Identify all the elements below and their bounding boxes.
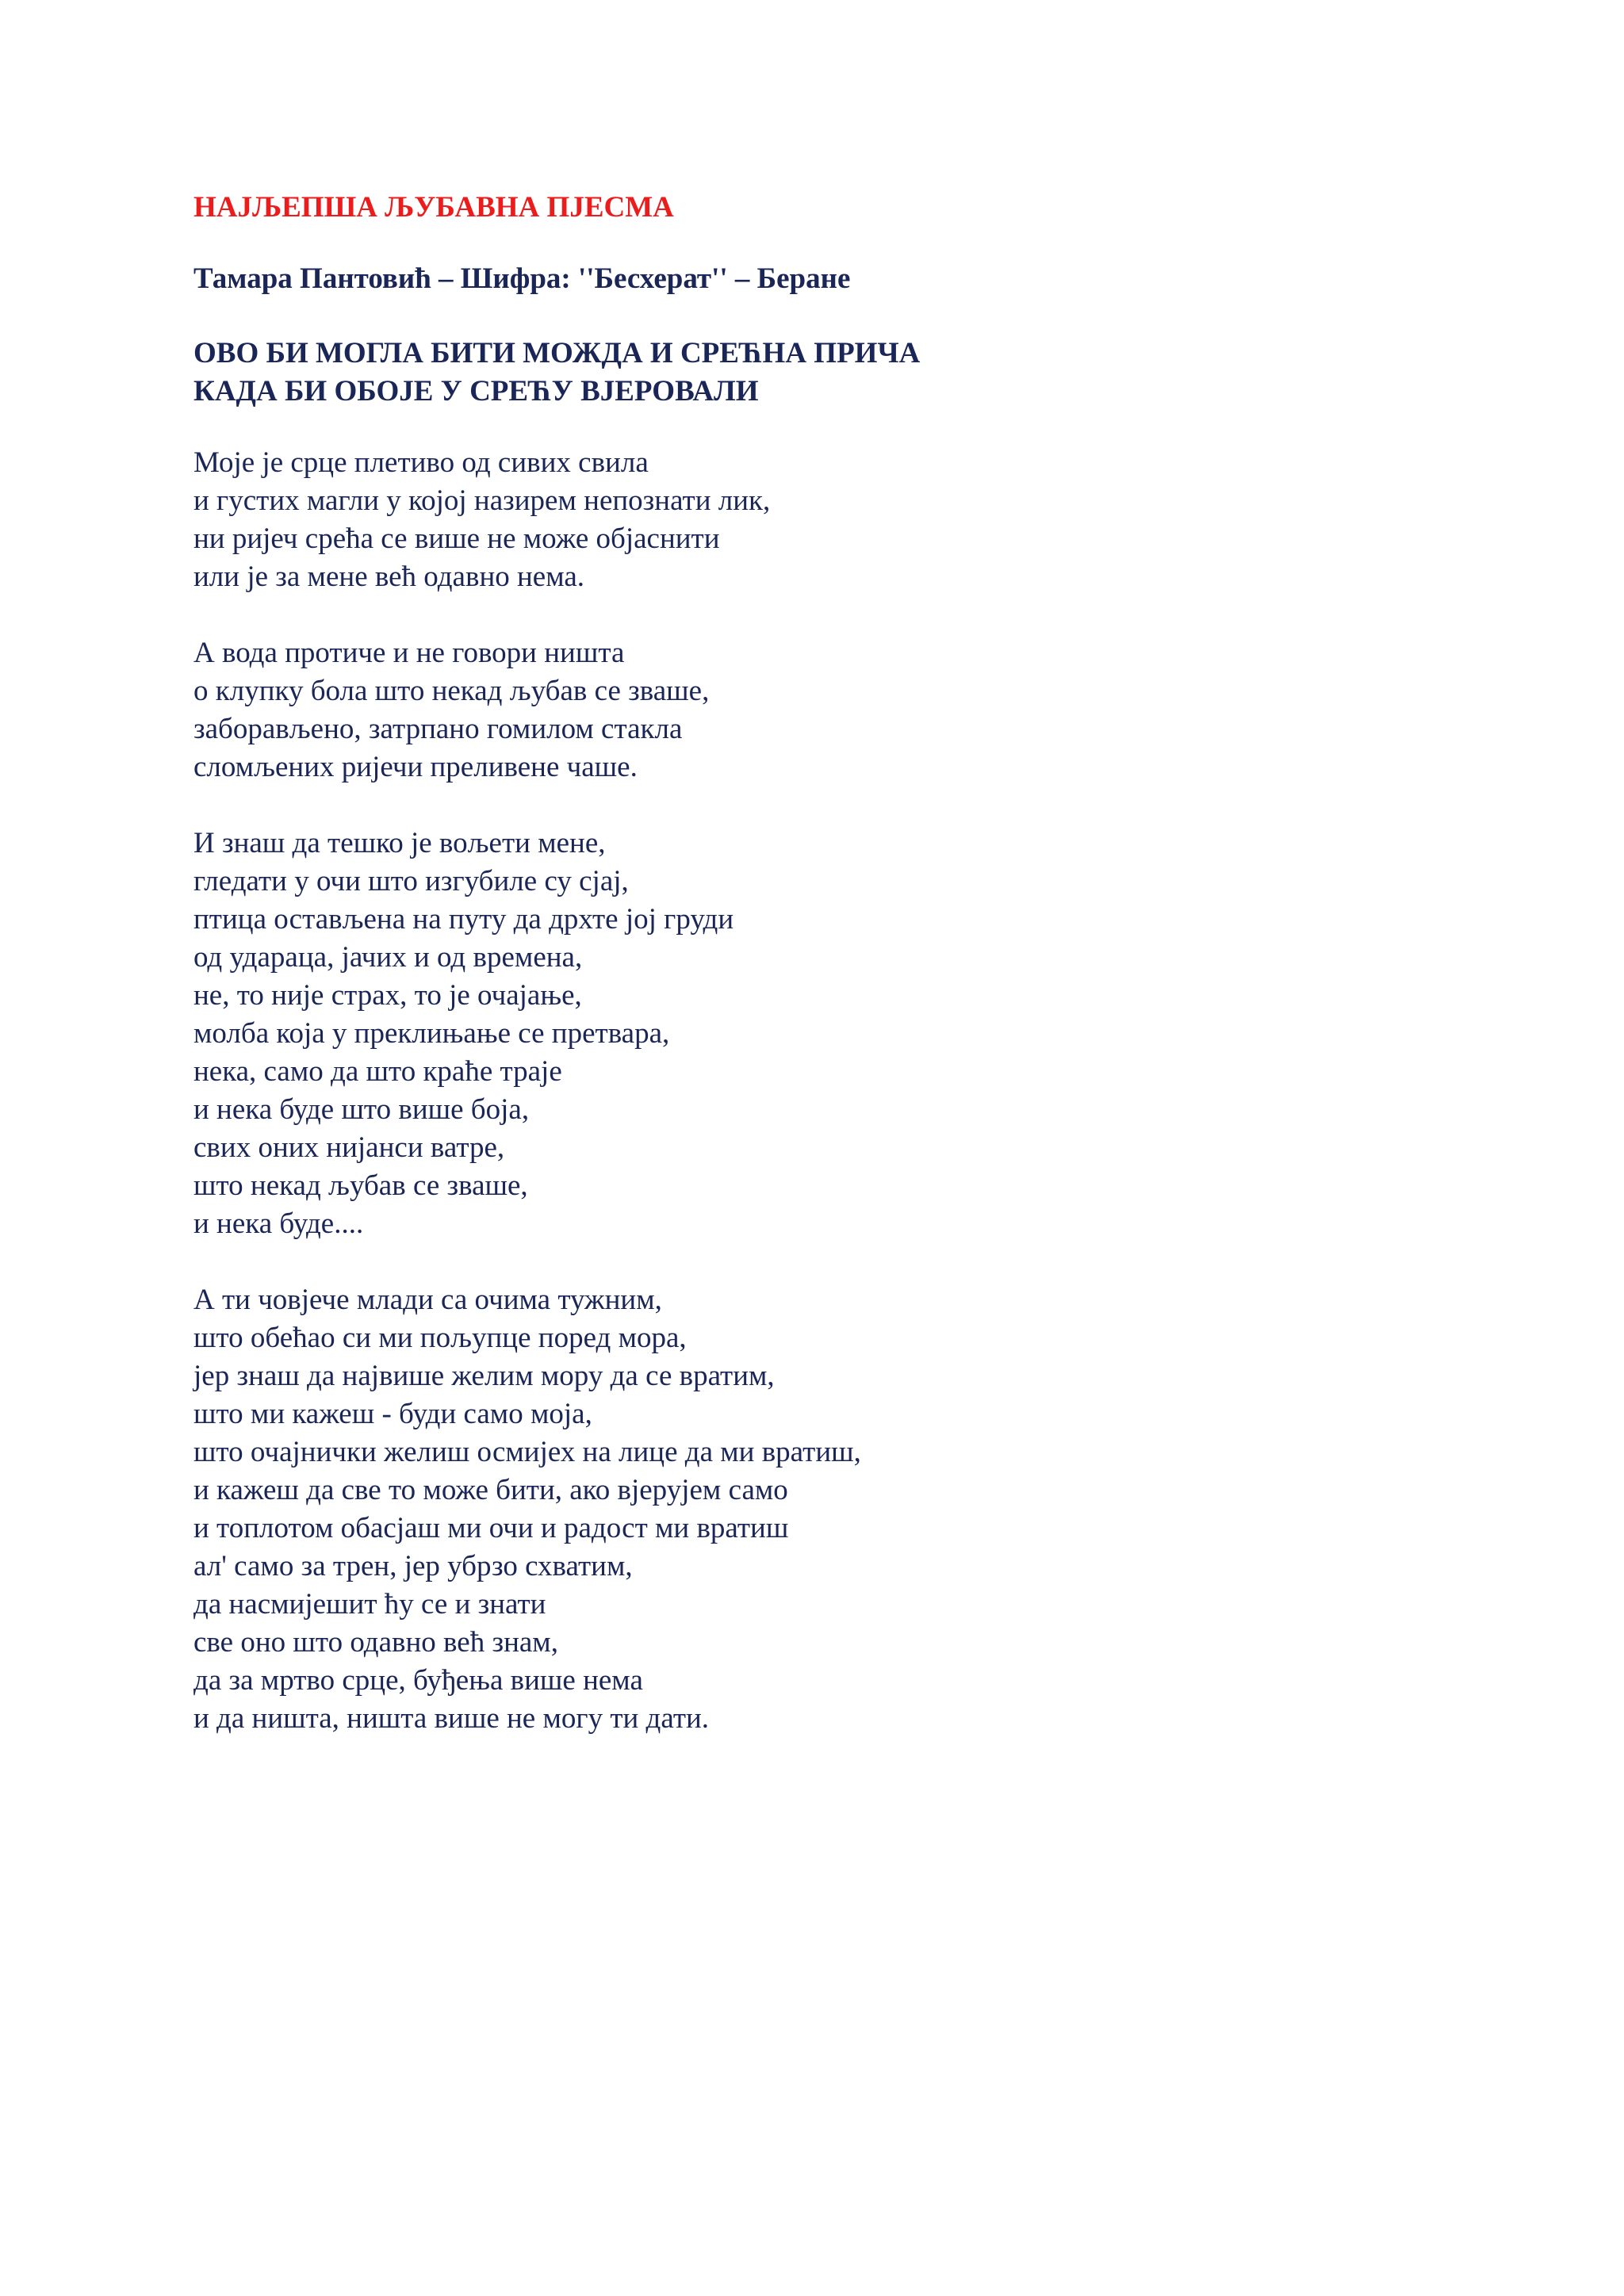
stanza [193,825,1542,1243]
stanza [193,444,1542,596]
poem-line: и топлотом обасјаш ми очи и радост ми вратиш [193,1512,789,1544]
stanza [193,634,1542,786]
poem-line: или је за мене већ одавно нема. [193,561,585,593]
poem-line: не, то није страх, то је очајање, [193,979,582,1012]
poem-line: А ти човјече млади са очима тужним, [193,1284,662,1316]
poem-line: и нека буде.... [193,1207,364,1240]
poem-line: о клупку бола што некад љубав се зваше, [193,675,710,707]
poem-line: што очајнички желиш осмијех на лице да ми вратиш, [193,1436,861,1468]
poem-line: И знаш да тешко је вољети мене, [193,827,606,859]
poem-line: ал' само за трен, јер убрзо схватим, [193,1550,633,1582]
poem-title-line: КАДА БИ ОБОЈЕ У СРЕЋУ ВЈЕРОВАЛИ [193,375,759,408]
poem-line: ни ријеч срећа се више не може објаснити [193,522,720,555]
poem-line: и кажеш да све то може бити, ако вјерујем само [193,1474,788,1506]
poem-line: гледати у очи што изгубиле су сјај, [193,865,629,897]
poem-line: што некад љубав се зваше, [193,1169,528,1202]
author-line: Тамара Пантовић – Шифра: ''Бесхерат'' – Беране [193,262,851,295]
stanza [193,1281,1542,1738]
poem-title [193,335,1542,411]
poem-line: што обећао си ми пољупце поред мора, [193,1322,687,1354]
poem-title-line: ОВО БИ МОГЛА БИТИ МОЖДА И СРЕЋНА ПРИЧА [193,337,921,369]
poem-line: сломљених ријечи преливене чаше. [193,751,638,783]
poem-line: од удараца, јачих и од времена, [193,941,583,974]
poem-line: свих оних нијанси ватре, [193,1131,505,1164]
poem-line: и да ништа, ништа више не могу ти дати. [193,1702,710,1735]
poem-line: да за мртво срце, буђења више нема [193,1664,643,1697]
poem-line: молба која у преклињање се претвара, [193,1017,670,1050]
poem-line: да насмијешит ћу се и знати [193,1588,546,1621]
poem-body [193,444,1542,1738]
poem-line: заборављено, затрпано гомилом стакла [193,713,683,745]
poem-line: што ми кажеш - буди само моја, [193,1398,592,1430]
poem-line: А вода протиче и не говори ништа [193,637,625,669]
poem-line: нека, само да што краће траје [193,1055,562,1088]
document-page [193,189,1542,1776]
poem-line: све оно што одавно већ знам, [193,1626,558,1659]
poem-line: и нека буде што више боја, [193,1093,530,1126]
poem-line: и густих магли у којој назирем непознати лик, [193,484,771,517]
poem-line: птица остављена на путу да дрхте јој груди [193,903,734,936]
poem-line: Моје је срце плетиво од сивих свила [193,446,649,479]
poem-line: јер знаш да највише желим мору да се вратим, [193,1360,775,1392]
category-heading: НАЈЉЕПША ЉУБАВНА ПЈЕСМА [193,191,674,224]
